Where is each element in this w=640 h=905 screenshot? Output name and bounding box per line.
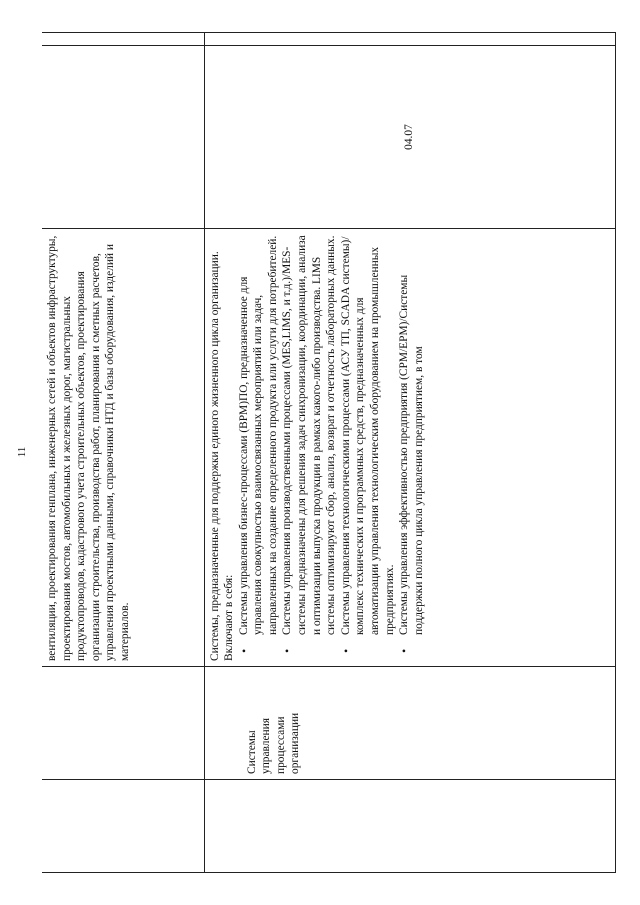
table-cell-empty — [42, 780, 204, 873]
continued-description-text: вентиляции, проектирования генплана, инженерных сетей и объектов инфраструктуры, проектирования мостов, автомобильных и железных дорог, магистральных продуктопроводов, кадастрового учета строительных объектов, проектирования организации строительства, производства работ, планирования и сметных расчетов, управления проектными данными, справочники НТД и базы оборудования, изделий и материалов. — [46, 235, 131, 661]
list-item: • Системы управления производственными процессами (MES,LIMS, и т.д.)/MES-системы предназначены для решения задач синхронизации, координации, анализа и оптимизации выпуска продукции в рамках какого-либо производства. LIMS системы оптимизируют сбор, анализ, возврат и отчетность лабораторных данных. — [280, 234, 338, 635]
table-cell-empty — [42, 46, 204, 229]
description-includes-label: Включают в себя: — [223, 574, 236, 661]
description-list — [237, 234, 427, 661]
software-classes-table — [42, 32, 616, 873]
table-cell-description — [204, 229, 615, 667]
table-row — [42, 33, 204, 873]
list-item: • Системы управления эффективностью предприятия (CPM/EPM)/Системы поддержки полного цикла управления предприятием, в том — [397, 234, 426, 635]
table-cell-empty — [42, 667, 204, 780]
page-number: 11 — [16, 446, 28, 458]
description-intro: Системы, предназначенные для поддержки единого жизненного цикла организации. — [208, 251, 221, 661]
table-row — [204, 33, 615, 873]
list-item: • Системы управления бизнес-процессами (BPM)ПО, предназначенное для управления совокупностью взаимосвязанных мероприятий или задач, направленных на создание определенного продукта или услуги для потребителей. — [237, 234, 281, 635]
table-cell-empty — [204, 780, 615, 873]
rotated-page-content — [42, 33, 615, 873]
table-cell-class-name — [204, 667, 615, 780]
table-cell-code — [204, 46, 615, 229]
table-cell-description — [42, 229, 204, 667]
class-code-text: 04.07 — [403, 124, 416, 150]
table-cell-empty — [204, 33, 615, 46]
table-cell-empty — [42, 33, 204, 46]
list-item: • Системы управления технологическими процессами (АСУ ТП, SCADA системы)/комплекс технических и программных средств, предназначенных для автоматизации управления технологическим оборудованием на промышленных предприятиях. — [339, 234, 397, 635]
class-name-text: Системы управления процессами организации — [245, 712, 302, 774]
